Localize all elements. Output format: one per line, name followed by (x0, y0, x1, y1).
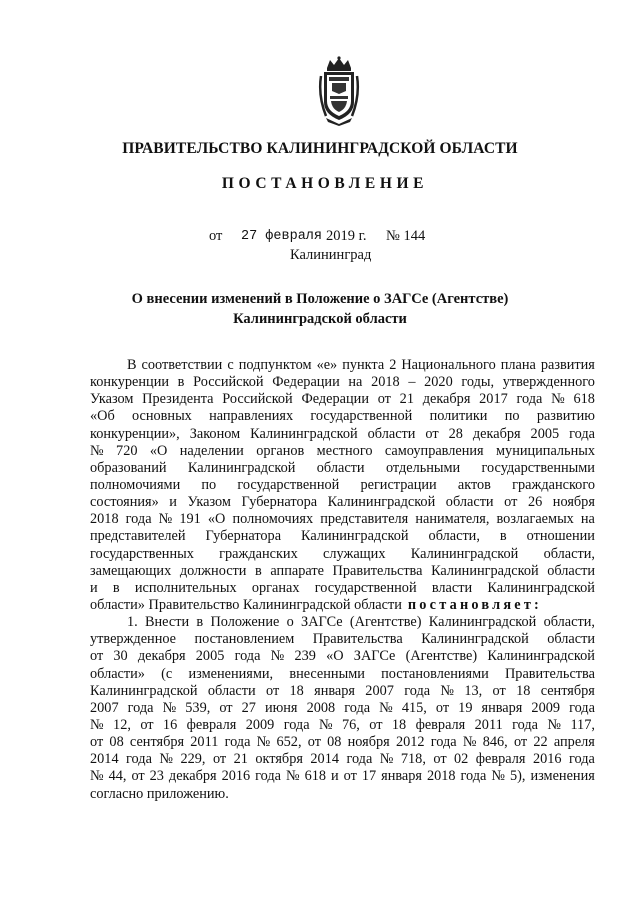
body-line: состояния» и Указом Губернатора Калининградской области от 26 ноября (90, 494, 595, 511)
body-line: Указом Президента Российской Федерации от 21 декабря 2017 года № 618 (90, 391, 595, 408)
body-line: области» (с изменениями, внесенными постановлениями Правительства (90, 665, 595, 682)
body-line: государственных гражданских служащих Калининградской области, (90, 545, 595, 562)
body-line: 2007 года № 539, от 27 июня 2008 года № 415, от 19 января 2009 года (90, 699, 595, 716)
date-prefix: от (209, 228, 223, 244)
body-line: от 08 сентября 2011 года № 652, от 08 ноября 2012 года № 846, от 22 апреля (90, 734, 595, 751)
body-line: 2018 года № 191 «О полномочиях представителя нанимателя, возлагаемых на (90, 511, 595, 528)
body-line: 1. Внести в Положение о ЗАГСе (Агентстве) Калининградской области, (127, 614, 595, 631)
body-line: согласно приложению. (90, 785, 229, 802)
body-line: В соответствии с подпунктом «е» пункта 2 Национального плана развития (127, 357, 595, 373)
coat-of-arms-emblem (318, 56, 360, 126)
date-year: 2019 г. (326, 228, 367, 244)
body-line: № 44, от 23 декабря 2016 года № 618 и от 17 января 2018 года № 5), изменения (90, 768, 595, 785)
resolves-word: постановляет: (407, 596, 542, 613)
body-line: и в исполнительных органах государственной власти Калининградской (90, 579, 595, 596)
city-name: Калининград (290, 247, 372, 263)
body-line: «Об основных направлениях государственной политики по развитию (90, 408, 595, 425)
body-line: утвержденное постановлением Правительства Калининградской области (90, 631, 595, 648)
body-line: 2014 года № 229, от 21 октября 2014 года № 718, от 02 февраля 2016 года (90, 751, 595, 768)
body-line: от 30 декабря 2005 года № 239 «О ЗАГСе (Агентстве) Калининградской (90, 648, 595, 665)
body-line: полномочиями по государственной регистрации актов гражданского (90, 476, 595, 493)
subject-line-1: О внесении изменений в Положение о ЗАГСе (Агентстве) (131, 291, 509, 307)
body-line: Калининградской области от 18 января 2007 года № 13, от 18 сентября (90, 682, 595, 699)
date-day-month: 27 февраля (241, 229, 323, 244)
government-title: ПРАВИТЕЛЬСТВО КАЛИНИНГРАДСКОЙ ОБЛАСТИ (122, 140, 518, 157)
document-subject (0, 289, 640, 329)
body-line: № 720 «О наделении органов местного самоуправления муниципальных (90, 442, 595, 459)
document-type-title: ПОСТАНОВЛЕНИЕ (221, 175, 429, 192)
body-line: конкуренции в Российской Федерации на 2018 – 2020 годы, утвержденного (90, 374, 595, 391)
body-line: № 12, от 16 февраля 2009 года № 76, от 18 февраля 2011 года № 117, (90, 716, 595, 733)
body-text (90, 357, 595, 803)
body-line: представителей Губернатора Калининградской области, в отношении (90, 528, 595, 545)
body-line: конкуренции», Законом Калининградской области от 28 декабря 2005 года (90, 425, 595, 442)
body-line: образований Калининградской области отдельными государственными (90, 459, 595, 476)
subject-line-2: Калининградской области (233, 311, 407, 327)
body-line: замещающих должности в аппарате Правительства Калининградской области (90, 562, 595, 579)
document-number: № 144 (386, 228, 426, 244)
body-line: области» Правительство Калининградской области постановляет: (90, 596, 542, 613)
